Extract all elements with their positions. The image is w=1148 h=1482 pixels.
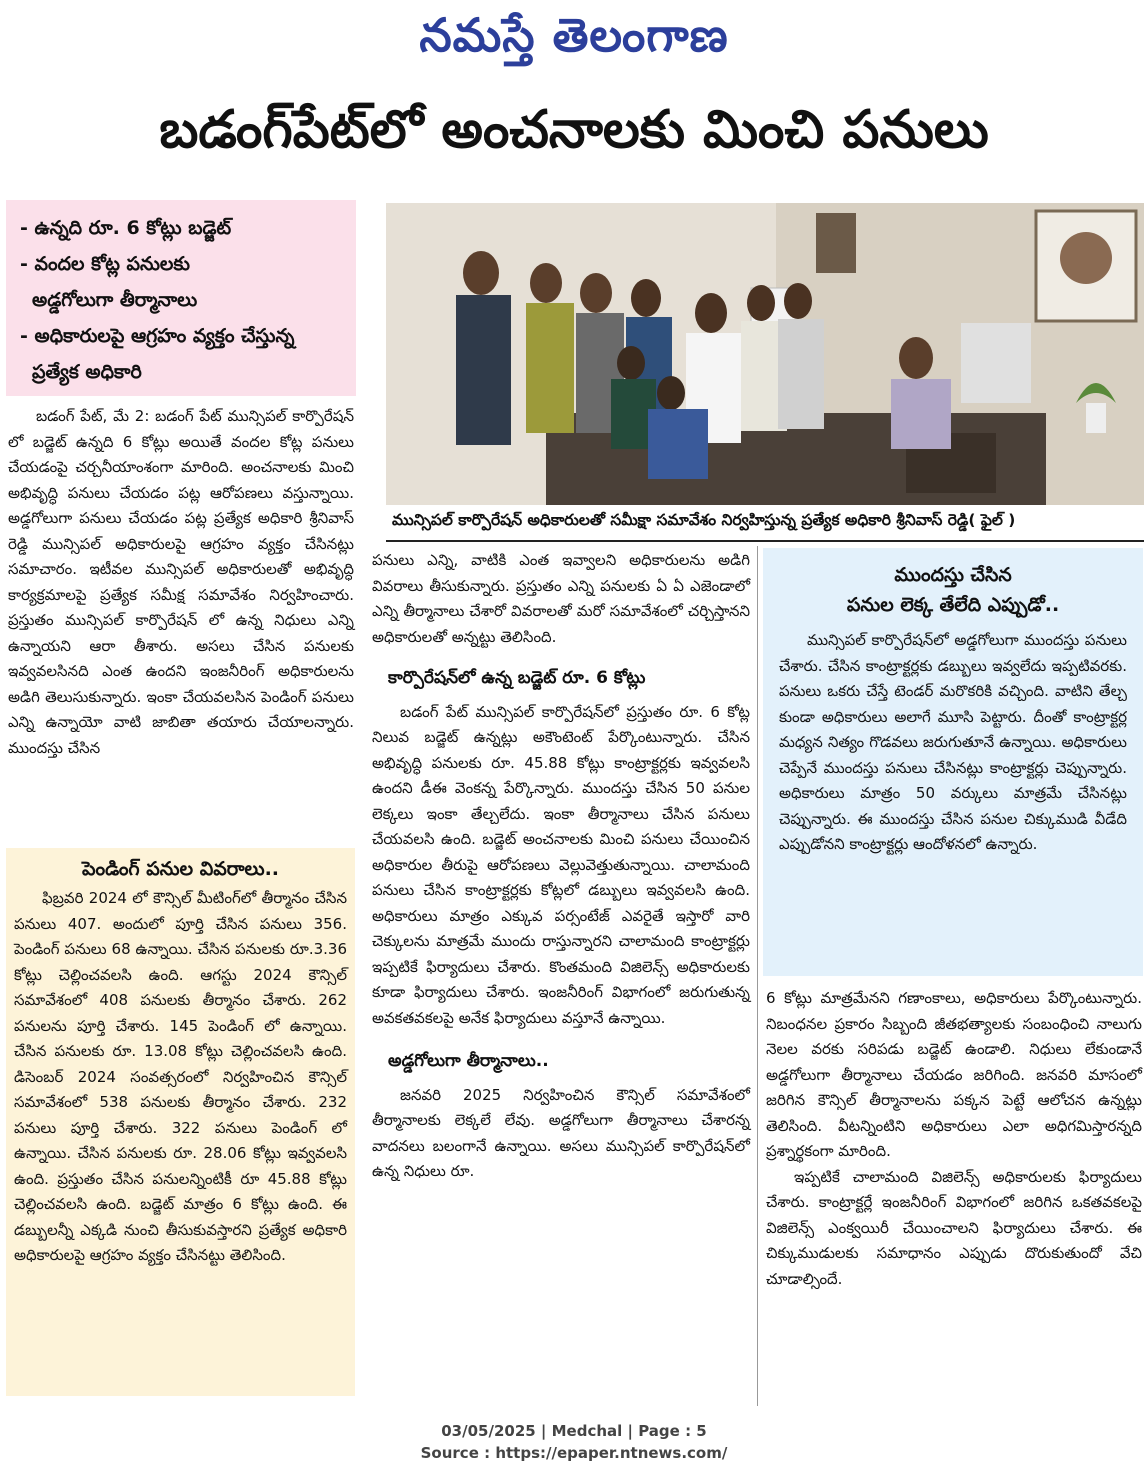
intro-paragraph: బడంగ్ పేట్, మే 2: బడంగ్ పేట్ మున్సిపల్ కార్పొరేషన్ లో బడ్జెట్ ఉన్నది 6 కోట్లు అయితే వందల కోట్ల పనులు చేయడంపై చర్చనీయాంశంగా మారింది. అంచనాలకు మించి అభివృద్ధి పనులు చేయడం పట్ల ఆరోపణలు వస్తున్నాయి. అడ్డగోలుగా పనులు చేయడం పట్ల ప్రత్యేక అధికారి శ్రీనివాస్ రెడ్డి మున్సిపల్ అధికారులపై ఆగ్రహం వ్యక్తం చేసినట్లు సమాచారం. ఇటీవల మున్సిపల్ అధికారులతో అభివృద్ధి కార్యక్రమాలపై ప్రత్యేక సమీక్ష సమావేశం నిర్వహించారు. ప్రస్తుతం మున్సిపల్ కార్పొరేషన్ లో ఉన్న నిధులు ఎన్ని ఉన్నాయని ఆరా తీశారు. అసలు చేసిన పనులకు ఇవ్వవలసినది ఎంత ఉందని ఇంజనీరింగ్ అధికారులను అడిగి తెలుసుకున్నారు. ఇంకా చేయవలసిన పెండింగ్ పనులు ఎన్ని ఉన్నాయో వాటి జాబితా తయారు చేయాలన్నారు. ముందస్తు చేసిన <box>8 407 354 757</box>
right-paragraph-1: 6 కోట్లు మాత్రమేనని గణాంకాలు, అధికారులు పేర్కొంటున్నారు. నిబంధనల ప్రకారం సిబ్బంది జీతభత్యాలకు సంబంధించి నాలుగు నెలల వరకు సరిపడు బడ్జెట్ ఉండాలి. నిధులు లేకుండానే అడ్డగోలుగా తీర్మానాలు చేయడం జరిగింది. జనవరి మాసంలో జరిగిన కౌన్సిల్ తీర్మానాలను పక్కన పెట్టే ఆలోచన ఉన్నట్లు తెలిసింది. వీటన్నింటిని అధికారులు ఎలా అధిగమిస్తారన్నది ప్రశ్నార్థకంగా మారింది. <box>766 989 1142 1160</box>
column-divider <box>757 546 758 1406</box>
middle-column <box>372 548 750 1185</box>
highlights-box <box>6 200 356 396</box>
intro-column <box>8 404 354 761</box>
budget-paragraph: బడంగ్ పేట్ మున్సిపల్ కార్పొరేషన్‌లో ప్రస్తుతం రూ. 6 కోట్ల నిలువ బడ్జెట్ ఉన్నట్లు అకౌంటెంట్ పేర్కొంటున్నారు. చేసిన అభివృద్ధి పనులకు రూ. 45.88 కోట్లు కాంట్రాక్టర్లకు ఇవ్వవలసి ఉందని డీఈ వెంకన్న పేర్కొన్నారు. ముందస్తు చేసిన 50 పనుల లెక్కలు ఇంకా తేల్చలేదు. ఇంకా తీర్మానాలు చేసిన పనులు చేయవలసి ఉంది. బడ్జెట్ అంచనాలకు మించి పనులు చేయించిన అధికారుల తీరుపై ఆరోపణలు వెల్లువెత్తుతున్నాయి. చాలామంది పనులు చేసిన కాంట్రాక్టర్లకు కోట్లలో డబ్బులు ఇవ్వవలసి ఉంది. అధికారులు మాత్రం ఎక్కువ పర్సంటేజ్ ఎవరైతే ఇస్తారో వారి చెక్కులను మాత్రమే ముందు రాస్తున్నారని చాలామంది కాంట్రాక్టర్లు ఇప్పటికే ఫిర్యాదులు చేశారు. కొంతమంది విజిలెన్స్ అధికారులకు కూడా ఫిర్యాదులు చేశారు. ఇంజనీరింగ్ విభాగంలో జరుగుతున్న అవకతవకలపై అనేక ఫిర్యాదులు వస్తూనే ఉన్నాయి. <box>372 702 750 1027</box>
resolutions-paragraph: జనవరి 2025 నిర్వహించిన కౌన్సిల్ సమావేశంలో తీర్మానాలకు లెక్కలే లేవు. అడ్డగోలుగా తీర్మానాలు చేశారన్న వాదనలు బలంగానే ఉన్నాయి. అసలు మున్సిపల్ కార్పొరేషన్‌లో ఉన్న నిధులు రూ. <box>372 1085 750 1180</box>
pending-works-paragraph: ఫిబ్రవరి 2024 లో కౌన్సిల్ మీటింగ్‌లో తీర్మానం చేసిన పనులు 407. అందులో పూర్తి చేసిన పనులు 356. పెండింగ్ పనులు 68 ఉన్నాయి. చేసిన పనులకు రూ.3.36 కోట్లు చెల్లించవలసి ఉంది. ఆగస్టు 2024 కౌన్సిల్ సమావేశంలో 408 పనులకు తీర్మానం చేశారు. 262 పనులను పూర్తి చేశారు. 145 పెండింగ్ లో ఉన్నాయి. చేసిన పనులకు రూ. 13.08 కోట్లు చెల్లించవలసి ఉంది. డిసెంబర్ 2024 సంవత్సరంలో నిర్వహించిన కౌన్సిల్ సమావేశంలో 538 పనులకు తీర్మానం చేశారు. 232 పనులు పూర్తి చేశారు. 322 పనులు పెండింగ్ లో ఉన్నాయి. చేసిన పనులకు రూ. 28.06 కోట్లు ఇవ్వవలసి ఉంది. ప్రస్తుతం చేసిన పనులన్నింటికీ రూ 45.88 కోట్లు చెల్లించవలసి ఉంది. బడ్జెట్ మాత్రం 6 కోట్లు ఉంది. ఈ డబ్బులన్నీ ఎక్కడి నుంచి తీసుకువస్తారని ప్రత్యేక అధికారి అధికారులపై ఆగ్రహం వ్యక్తం చేసినట్టు తెలిసింది. <box>14 889 347 1264</box>
footer-source: Source : https://epaper.ntnews.com/ <box>420 1444 728 1462</box>
meeting-photo-illustration <box>386 203 1144 505</box>
resolutions-subheading: అడ్డగోలుగా తీర్మానాలు.. <box>388 1051 549 1071</box>
highlight-item: - వందల కోట్ల పనులకు <box>20 253 190 275</box>
pending-works-body <box>6 884 355 1269</box>
pending-works-box <box>6 848 355 1396</box>
pending-works-title: పెండింగ్ పనుల వివరాలు.. <box>81 858 280 880</box>
advance-works-paragraph: మున్సిపల్ కార్పొరేషన్‌లో అడ్డగోలుగా ముందస్తు పనులు చేశారు. చేసిన కాంట్రాక్టర్లకు డబ్బులు ఇవ్వలేదు ఇప్పటివరకు. పనులు ఒకరు చేస్తే టెండర్ మరొకరికి వచ్చింది. వాటిని తేల్చ కుండా అధికారులు అలాగే మూసి పెట్టారు. దీంతో కాంట్రాక్టర్ల మధ్యన నిత్యం గొడవలు జరుగుతూనే ఉన్నాయి. అధికారులు చెప్పేనే ముందస్తు పనులు చేసినట్లు కాంట్రాక్టర్లు చెప్పున్నారు. అధికారులు మాత్రం 50 వర్కులు మాత్రమే చేసినట్లు చెప్పున్నారు. ఈ ముందస్తు చేసిన పనుల చిక్కుముడి వీడేది ఎప్పుడోనని కాంట్రాక్టర్లు ఆందోళనలో ఉన్నారు. <box>779 631 1127 853</box>
photo-caption: మున్సిపల్ కార్పొరేషన్ అధికారులతో సమీక్షా సమావేశం నిర్వహిస్తున్న ప్రత్యేక అధికారి శ్రీనివాస్ రెడ్డి( ఫైల్ ) <box>392 511 1016 529</box>
article-headline: బడంగ్‌పేట్‌లో అంచనాలకు మించి పనులు <box>159 100 989 160</box>
highlight-item: అడ్డగోలుగా తీర్మానాలు <box>32 289 198 311</box>
caption-divider <box>386 540 1144 542</box>
right-paragraph-2: ఇప్పటికే చాలామంది విజిలెన్స్ అధికారులకు ఫిర్యాదులు చేశారు. కాంట్రాక్టర్లే ఇంజనీరింగ్ విభాగంలో జరిగిన ఒకతవకలపై విజిలెన్స్ ఎంక్వయిరీ చేయించాలని ఫిర్యాదులు చేశారు. ఈ చిక్కుముడులకు సమాధానం ఎప్పుడు దొరుకుతుందో వేచి చూడాల్సిందే. <box>766 1167 1142 1288</box>
meeting-photo <box>386 203 1144 505</box>
newspaper-masthead: నమస్తే తెలంగాణ <box>419 8 729 62</box>
right-column <box>766 986 1142 1292</box>
highlight-item: - అధికారులపై ఆగ్రహం వ్యక్తం చేస్తున్న <box>20 325 295 347</box>
advance-works-title-2: పనుల లెక్క తేలేది ఎప్పుడో.. <box>846 594 1060 616</box>
advance-works-box <box>763 548 1143 976</box>
advance-works-body <box>763 620 1143 858</box>
highlight-item: - ఉన్నది రూ. 6 కోట్లు బడ్జెట్ <box>20 217 232 239</box>
advance-works-title: ముందస్తు చేసిన <box>894 564 1012 586</box>
budget-subheading: కార్పొరేషన్‌లో ఉన్న బడ్జెట్ రూ. 6 కోట్లు <box>388 668 646 688</box>
page-footer <box>0 1420 1148 1464</box>
middle-intro-paragraph: పనులు ఎన్ని, వాటికి ఎంత ఇవ్వాలని అధికారులను అడిగి వివరాలు తీసుకున్నారు. ప్రస్తుతం ఎన్ని పనులకు ఏ ఏ ఎజెండాలో ఎన్ని తీర్మానాలు చేశారో వివరాలతో మరో సమావేశంలో చర్చిస్తానని అధికారులతో అన్నట్టు తెలిసింది. <box>372 551 750 646</box>
footer-date-page: 03/05/2025 | Medchal | Page : 5 <box>441 1422 707 1440</box>
highlight-item: ప్రత్యేక అధికారి <box>32 361 142 383</box>
